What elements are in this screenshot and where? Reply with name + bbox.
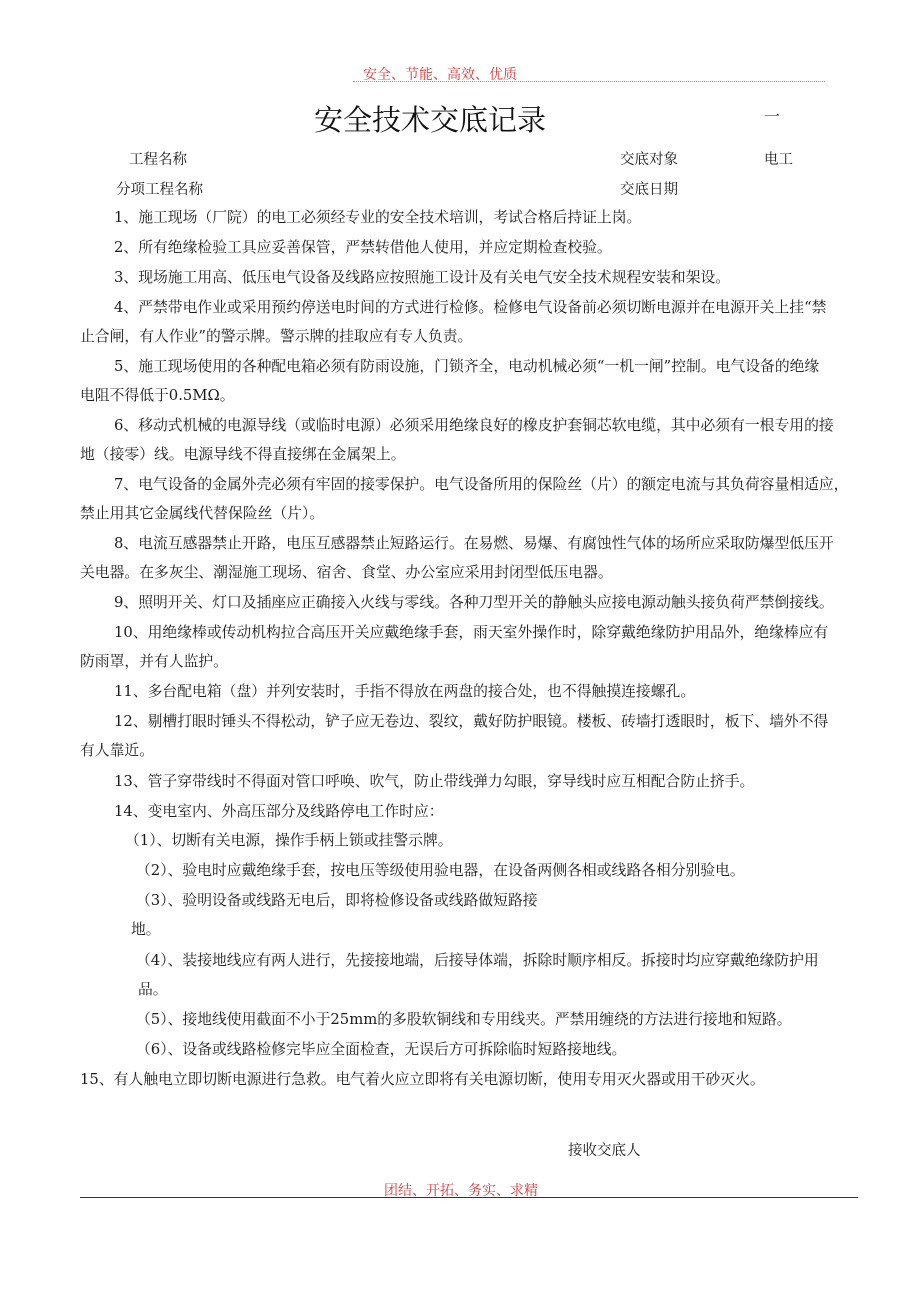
footer-slogan: 团结、开拓、务实、求精: [384, 1183, 538, 1199]
paragraph-10: 10、用绝缘棒或传动机构拉合高压开关应戴绝缘手套，雨天室外操作时，除穿戴绝缘防护用品外，绝缘棒应有: [114, 624, 829, 641]
footer-divider: [80, 1197, 858, 1198]
target-value: 电工: [764, 152, 793, 168]
paragraph-7-cont: 禁止用其它金属线代替保险丝（片）。: [80, 505, 325, 522]
sub-item-3-cont: 地。: [131, 921, 161, 938]
page-title: 安全技术交底记录: [314, 103, 547, 137]
paragraph-13: 13、管子穿带线时不得面对管口呼唤、吹气，防止带线弹力勾眼，穿导线时应互相配合防止挤手。: [114, 773, 755, 790]
paragraph-4-cont: 止合闸，有人作业”的警示牌。警示牌的挂取应有专人负责。: [80, 328, 473, 345]
sub-item-4: （4）、装接地线应有两人进行，先接接地端，后接导体端，拆除时顺序相反。拆接时均应穿戴绝缘防护用: [136, 952, 819, 969]
paragraph-1: 1、施工现场（厂院）的电工必须经专业的安全技术培训，考试合格后持证上岗。: [114, 209, 642, 226]
paragraph-2: 2、所有绝缘检验工具应妥善保管，严禁转借他人使用，并应定期检查校验。: [114, 239, 612, 256]
paragraph-5-cont: 电阻不得低于0.5MΩ。: [80, 387, 235, 404]
title-suffix: 一: [764, 107, 781, 126]
paragraph-10-cont: 防雨罩，并有人监护。: [80, 653, 228, 670]
sub-project-label: 分项工程名称: [116, 182, 203, 198]
paragraph-8: 8、电流互感器禁止开路，电压互感器禁止短路运行。在易燃、易爆、有腐蚀性气体的场所应采取防爆型低压开: [114, 535, 834, 552]
sub-item-3: （3）、验明设备或线路无电后，即将检修设备或线路做短路接: [136, 892, 538, 909]
sub-item-5: （5）、接地线使用截面不小于25mm的多股软铜线和专用线夹。严禁用缠绕的方法进行接地和短路。: [136, 1011, 792, 1028]
paragraph-5: 5、施工现场使用的各种配电箱必须有防雨设施，门锁齐全，电动机械必须“一机一闸”控制。电气设备的绝缘: [114, 358, 820, 375]
paragraph-14: 14、变电室内、外高压部分及线路停电工作时应：: [114, 803, 444, 820]
paragraph-4: 4、严禁带电作业或采用预约停送电时间的方式进行检修。检修电气设备前必须切断电源并在电源开关上挂“禁: [114, 299, 827, 316]
paragraph-15: 15、有人触电立即切断电源进行急救。电气着火应立即将有关电源切断，使用专用灭火器或用干砂灭火。: [80, 1071, 765, 1088]
paragraph-11: 11、多台配电箱（盘）并列安装时，手指不得放在两盘的接合处，也不得触摸连接螺孔。: [114, 683, 696, 700]
paragraph-6: 6、移动式机械的电源导线（或临时电源）必须采用绝缘良好的橡皮护套铜芯软电缆，其中必须有一根专用的接: [114, 417, 834, 434]
sub-item-2: （2）、验电时应戴绝缘手套，按电压等级使用验电器，在设备两侧各相或线路各相分别验电。: [136, 862, 745, 879]
header-divider: [353, 81, 825, 82]
header-slogan: 安全、节能、高效、优质: [363, 67, 517, 83]
receiver-label: 接收交底人: [568, 1143, 641, 1159]
paragraph-7: 7、电气设备的金属外壳必须有牢固的接零保护。电气设备所用的保险丝（片）的额定电流与其负荷容量相适应，: [114, 476, 849, 493]
paragraph-9: 9、照明开关、灯口及插座应正确接入火线与零线。各种刀型开关的静触头应接电源动触头接负荷严禁倒接线。: [114, 594, 834, 611]
paragraph-8-cont: 关电器。在多灰尘、潮湿施工现场、宿舍、食堂、办公室应采用封闭型低压电器。: [80, 564, 613, 581]
date-label: 交底日期: [620, 182, 678, 198]
project-name-label: 工程名称: [129, 152, 187, 168]
sub-item-4-cont: 品。: [138, 981, 168, 998]
paragraph-12: 12、剔槽打眼时锤头不得松动，铲子应无卷边、裂纹，戴好防护眼镜。楼板、砖墙打透眼时，板下、墙外不得: [114, 713, 829, 730]
paragraph-12-cont: 有人靠近。: [80, 742, 154, 759]
sub-item-6: （6）、设备或线路检修完毕应全面检查，无误后方可拆除临时短路接地线。: [136, 1041, 627, 1058]
paragraph-3: 3、现场施工用高、低压电气设备及线路应按照施工设计及有关电气安全技术规程安装和架设。: [114, 269, 731, 286]
sub-item-1: （1）、切断有关电源，操作手柄上锁或挂警示牌。: [125, 832, 453, 849]
paragraph-6-cont: 地（接零）线。电源导线不得直接绑在金属架上。: [80, 446, 406, 463]
target-label: 交底对象: [620, 152, 678, 168]
